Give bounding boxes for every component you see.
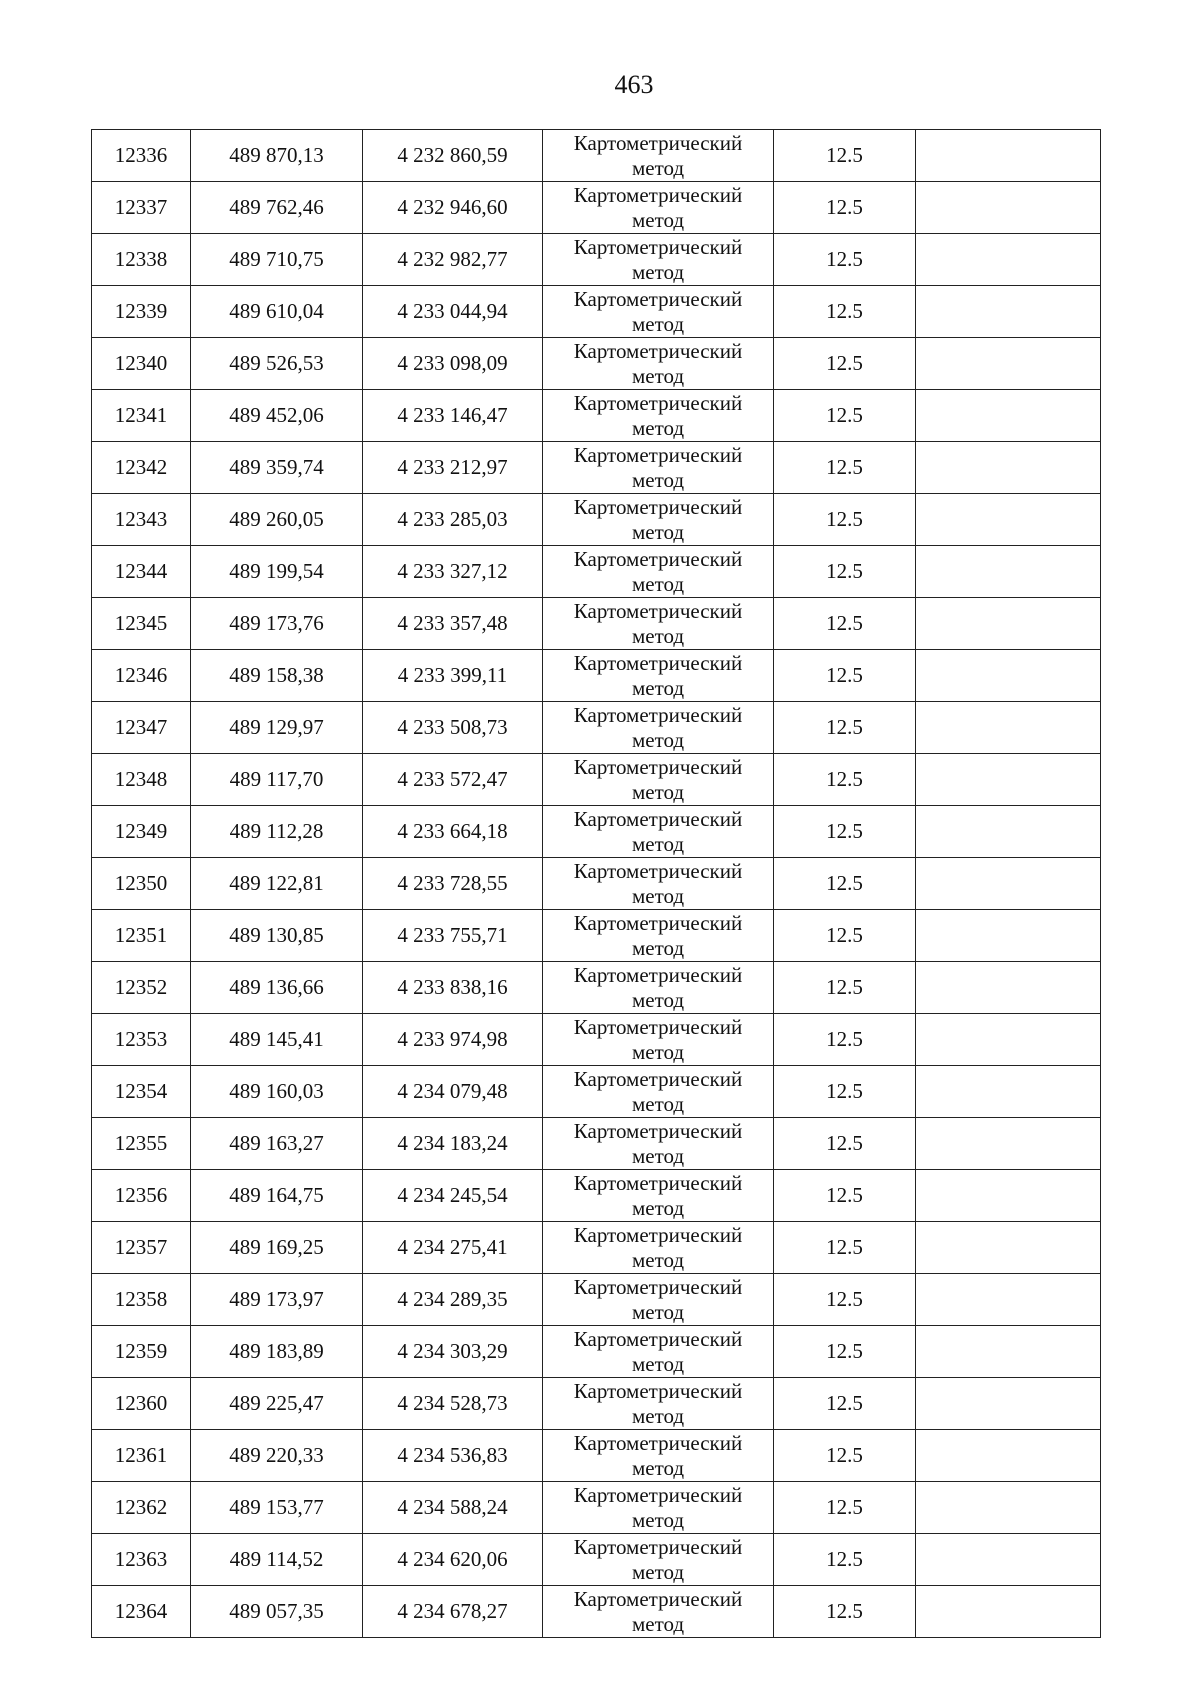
point-number-cell: 12348 [92, 754, 191, 806]
x-coordinate-cell: 489 183,89 [191, 1326, 363, 1378]
note-cell [916, 858, 1101, 910]
y-coordinate-cell: 4 233 664,18 [363, 806, 543, 858]
precision-cell: 12.5 [774, 1378, 916, 1430]
x-coordinate-cell: 489 153,77 [191, 1482, 363, 1534]
method-line-1: Картометрический [573, 1014, 743, 1039]
method-cell [543, 182, 774, 234]
method-cell [543, 1430, 774, 1482]
precision-cell: 12.5 [774, 338, 916, 390]
method-line-1: Картометрический [573, 962, 743, 987]
x-coordinate-cell: 489 710,75 [191, 234, 363, 286]
note-cell [916, 442, 1101, 494]
precision-cell: 12.5 [774, 806, 916, 858]
method-line-2: метод [631, 935, 685, 960]
method-cell [543, 1118, 774, 1170]
method-cell [543, 650, 774, 702]
x-coordinate-cell: 489 225,47 [191, 1378, 363, 1430]
method-line-2: метод [631, 987, 685, 1012]
method-line-1: Картометрический [573, 702, 743, 727]
table-row [92, 1482, 1101, 1534]
note-cell [916, 1534, 1101, 1586]
method-line-1: Картометрический [573, 390, 743, 415]
page-number: 463 [614, 70, 654, 99]
precision-cell: 12.5 [774, 1326, 916, 1378]
table-row [92, 598, 1101, 650]
method-line-2: метод [631, 1195, 685, 1220]
method-line-2: метод [631, 883, 685, 908]
point-number-cell: 12355 [92, 1118, 191, 1170]
x-coordinate-cell: 489 610,04 [191, 286, 363, 338]
y-coordinate-cell: 4 234 536,83 [363, 1430, 543, 1482]
method-line-1: Картометрический [573, 650, 743, 675]
x-coordinate-cell: 489 136,66 [191, 962, 363, 1014]
method-line-1: Картометрический [573, 1118, 743, 1143]
y-coordinate-cell: 4 234 588,24 [363, 1482, 543, 1534]
note-cell [916, 806, 1101, 858]
precision-cell: 12.5 [774, 1430, 916, 1482]
method-line-2: метод [631, 311, 685, 336]
table-row [92, 1378, 1101, 1430]
precision-cell: 12.5 [774, 494, 916, 546]
x-coordinate-cell: 489 220,33 [191, 1430, 363, 1482]
precision-cell: 12.5 [774, 390, 916, 442]
precision-cell: 12.5 [774, 754, 916, 806]
table-row [92, 754, 1101, 806]
method-cell [543, 598, 774, 650]
y-coordinate-cell: 4 233 212,97 [363, 442, 543, 494]
table-row [92, 442, 1101, 494]
y-coordinate-cell: 4 232 860,59 [363, 130, 543, 182]
note-cell [916, 182, 1101, 234]
method-line-1: Картометрический [573, 494, 743, 519]
table-row [92, 1534, 1101, 1586]
table-row [92, 1222, 1101, 1274]
method-cell [543, 702, 774, 754]
x-coordinate-cell: 489 173,76 [191, 598, 363, 650]
point-number-cell: 12342 [92, 442, 191, 494]
method-line-1: Картометрический [573, 182, 743, 207]
method-line-2: метод [631, 363, 685, 388]
note-cell [916, 910, 1101, 962]
table-row [92, 494, 1101, 546]
point-number-cell: 12354 [92, 1066, 191, 1118]
method-line-2: метод [631, 415, 685, 440]
note-cell [916, 1378, 1101, 1430]
table-row [92, 1326, 1101, 1378]
table-row [92, 338, 1101, 390]
method-cell [543, 1066, 774, 1118]
method-line-1: Картометрический [573, 1482, 743, 1507]
precision-cell: 12.5 [774, 1014, 916, 1066]
table-row [92, 1274, 1101, 1326]
table-row [92, 130, 1101, 182]
method-line-1: Картометрический [573, 910, 743, 935]
precision-cell: 12.5 [774, 234, 916, 286]
precision-cell: 12.5 [774, 910, 916, 962]
note-cell [916, 1014, 1101, 1066]
table-row [92, 1118, 1101, 1170]
method-line-1: Картометрический [573, 130, 743, 155]
note-cell [916, 754, 1101, 806]
point-number-cell: 12349 [92, 806, 191, 858]
table-row [92, 182, 1101, 234]
method-cell [543, 390, 774, 442]
precision-cell: 12.5 [774, 1586, 916, 1638]
method-line-2: метод [631, 727, 685, 752]
y-coordinate-cell: 4 234 275,41 [363, 1222, 543, 1274]
precision-cell: 12.5 [774, 962, 916, 1014]
point-number-cell: 12352 [92, 962, 191, 1014]
method-cell [543, 858, 774, 910]
point-number-cell: 12364 [92, 1586, 191, 1638]
y-coordinate-cell: 4 233 838,16 [363, 962, 543, 1014]
y-coordinate-cell: 4 233 044,94 [363, 286, 543, 338]
method-line-2: метод [631, 779, 685, 804]
method-cell [543, 754, 774, 806]
point-number-cell: 12363 [92, 1534, 191, 1586]
method-line-1: Картометрический [573, 754, 743, 779]
table-row [92, 1066, 1101, 1118]
point-number-cell: 12362 [92, 1482, 191, 1534]
note-cell [916, 962, 1101, 1014]
x-coordinate-cell: 489 130,85 [191, 910, 363, 962]
table-row [92, 1014, 1101, 1066]
x-coordinate-cell: 489 870,13 [191, 130, 363, 182]
y-coordinate-cell: 4 234 245,54 [363, 1170, 543, 1222]
method-line-2: метод [631, 1559, 685, 1584]
y-coordinate-cell: 4 234 678,27 [363, 1586, 543, 1638]
table-row [92, 1586, 1101, 1638]
method-line-2: метод [631, 1039, 685, 1064]
y-coordinate-cell: 4 232 946,60 [363, 182, 543, 234]
table-row [92, 286, 1101, 338]
precision-cell: 12.5 [774, 286, 916, 338]
y-coordinate-cell: 4 233 728,55 [363, 858, 543, 910]
point-number-cell: 12347 [92, 702, 191, 754]
table-row [92, 546, 1101, 598]
table-row [92, 1430, 1101, 1482]
x-coordinate-cell: 489 114,52 [191, 1534, 363, 1586]
method-line-1: Картометрический [573, 1066, 743, 1091]
precision-cell: 12.5 [774, 182, 916, 234]
x-coordinate-cell: 489 526,53 [191, 338, 363, 390]
method-line-2: метод [631, 1247, 685, 1272]
precision-cell: 12.5 [774, 546, 916, 598]
x-coordinate-cell: 489 452,06 [191, 390, 363, 442]
method-cell [543, 1586, 774, 1638]
method-line-2: метод [631, 1403, 685, 1428]
note-cell [916, 1222, 1101, 1274]
precision-cell: 12.5 [774, 1482, 916, 1534]
point-number-cell: 12356 [92, 1170, 191, 1222]
y-coordinate-cell: 4 234 620,06 [363, 1534, 543, 1586]
y-coordinate-cell: 4 234 079,48 [363, 1066, 543, 1118]
x-coordinate-cell: 489 122,81 [191, 858, 363, 910]
note-cell [916, 1274, 1101, 1326]
precision-cell: 12.5 [774, 130, 916, 182]
y-coordinate-cell: 4 233 755,71 [363, 910, 543, 962]
method-cell [543, 234, 774, 286]
y-coordinate-cell: 4 233 357,48 [363, 598, 543, 650]
method-line-1: Картометрический [573, 1586, 743, 1611]
method-line-2: метод [631, 571, 685, 596]
precision-cell: 12.5 [774, 1066, 916, 1118]
table-row [92, 806, 1101, 858]
method-line-1: Картометрический [573, 234, 743, 259]
note-cell [916, 546, 1101, 598]
method-line-1: Картометрический [573, 1170, 743, 1195]
point-number-cell: 12339 [92, 286, 191, 338]
x-coordinate-cell: 489 057,35 [191, 1586, 363, 1638]
method-cell [543, 1170, 774, 1222]
table-row [92, 650, 1101, 702]
point-number-cell: 12340 [92, 338, 191, 390]
point-number-cell: 12353 [92, 1014, 191, 1066]
method-line-2: метод [631, 1091, 685, 1116]
point-number-cell: 12350 [92, 858, 191, 910]
method-cell [543, 494, 774, 546]
note-cell [916, 702, 1101, 754]
method-line-1: Картометрический [573, 546, 743, 571]
method-cell [543, 910, 774, 962]
point-number-cell: 12337 [92, 182, 191, 234]
method-line-2: метод [631, 1507, 685, 1532]
x-coordinate-cell: 489 173,97 [191, 1274, 363, 1326]
y-coordinate-cell: 4 233 285,03 [363, 494, 543, 546]
method-line-2: метод [631, 1455, 685, 1480]
note-cell [916, 1482, 1101, 1534]
note-cell [916, 494, 1101, 546]
point-number-cell: 12359 [92, 1326, 191, 1378]
method-line-2: метод [631, 207, 685, 232]
note-cell [916, 1326, 1101, 1378]
method-cell [543, 1222, 774, 1274]
x-coordinate-cell: 489 359,74 [191, 442, 363, 494]
note-cell [916, 1430, 1101, 1482]
method-line-2: метод [631, 259, 685, 284]
note-cell [916, 1118, 1101, 1170]
y-coordinate-cell: 4 234 528,73 [363, 1378, 543, 1430]
x-coordinate-cell: 489 145,41 [191, 1014, 363, 1066]
method-line-1: Картометрический [573, 1274, 743, 1299]
method-line-2: метод [631, 1351, 685, 1376]
method-line-1: Картометрический [573, 598, 743, 623]
point-number-cell: 12345 [92, 598, 191, 650]
note-cell [916, 650, 1101, 702]
table-row [92, 234, 1101, 286]
method-line-1: Картометрический [573, 1430, 743, 1455]
method-cell [543, 338, 774, 390]
precision-cell: 12.5 [774, 1222, 916, 1274]
point-number-cell: 12341 [92, 390, 191, 442]
precision-cell: 12.5 [774, 598, 916, 650]
method-line-1: Картометрический [573, 442, 743, 467]
method-cell [543, 130, 774, 182]
method-cell [543, 1378, 774, 1430]
method-cell [543, 286, 774, 338]
point-number-cell: 12351 [92, 910, 191, 962]
method-line-2: метод [631, 1143, 685, 1168]
coordinates-table-body [92, 130, 1101, 1638]
x-coordinate-cell: 489 762,46 [191, 182, 363, 234]
method-line-2: метод [631, 623, 685, 648]
note-cell [916, 234, 1101, 286]
x-coordinate-cell: 489 164,75 [191, 1170, 363, 1222]
method-line-1: Картометрический [573, 286, 743, 311]
y-coordinate-cell: 4 234 303,29 [363, 1326, 543, 1378]
table-row [92, 962, 1101, 1014]
precision-cell: 12.5 [774, 858, 916, 910]
x-coordinate-cell: 489 169,25 [191, 1222, 363, 1274]
method-cell [543, 1482, 774, 1534]
method-line-2: метод [631, 467, 685, 492]
y-coordinate-cell: 4 233 572,47 [363, 754, 543, 806]
point-number-cell: 12358 [92, 1274, 191, 1326]
precision-cell: 12.5 [774, 650, 916, 702]
x-coordinate-cell: 489 199,54 [191, 546, 363, 598]
point-number-cell: 12357 [92, 1222, 191, 1274]
method-line-1: Картометрический [573, 1378, 743, 1403]
note-cell [916, 390, 1101, 442]
method-line-1: Картометрический [573, 858, 743, 883]
table-row [92, 910, 1101, 962]
x-coordinate-cell: 489 260,05 [191, 494, 363, 546]
precision-cell: 12.5 [774, 702, 916, 754]
note-cell [916, 130, 1101, 182]
x-coordinate-cell: 489 163,27 [191, 1118, 363, 1170]
note-cell [916, 1170, 1101, 1222]
x-coordinate-cell: 489 160,03 [191, 1066, 363, 1118]
method-line-1: Картометрический [573, 1222, 743, 1247]
method-line-2: метод [631, 155, 685, 180]
method-cell [543, 1326, 774, 1378]
method-line-2: метод [631, 675, 685, 700]
method-line-1: Картометрический [573, 338, 743, 363]
point-number-cell: 12336 [92, 130, 191, 182]
table-row [92, 702, 1101, 754]
x-coordinate-cell: 489 129,97 [191, 702, 363, 754]
table-row [92, 390, 1101, 442]
method-cell [543, 806, 774, 858]
method-line-2: метод [631, 519, 685, 544]
x-coordinate-cell: 489 117,70 [191, 754, 363, 806]
method-cell [543, 546, 774, 598]
method-cell [543, 442, 774, 494]
note-cell [916, 338, 1101, 390]
x-coordinate-cell: 489 112,28 [191, 806, 363, 858]
point-number-cell: 12344 [92, 546, 191, 598]
x-coordinate-cell: 489 158,38 [191, 650, 363, 702]
method-cell [543, 1274, 774, 1326]
method-cell [543, 1534, 774, 1586]
method-cell [543, 1014, 774, 1066]
point-number-cell: 12338 [92, 234, 191, 286]
coordinates-table [91, 129, 1101, 1638]
table-row [92, 858, 1101, 910]
y-coordinate-cell: 4 233 098,09 [363, 338, 543, 390]
precision-cell: 12.5 [774, 1274, 916, 1326]
method-line-2: метод [631, 1611, 685, 1636]
y-coordinate-cell: 4 233 974,98 [363, 1014, 543, 1066]
point-number-cell: 12361 [92, 1430, 191, 1482]
precision-cell: 12.5 [774, 1118, 916, 1170]
note-cell [916, 286, 1101, 338]
y-coordinate-cell: 4 234 289,35 [363, 1274, 543, 1326]
y-coordinate-cell: 4 233 327,12 [363, 546, 543, 598]
method-cell [543, 962, 774, 1014]
method-line-1: Картометрический [573, 806, 743, 831]
precision-cell: 12.5 [774, 442, 916, 494]
point-number-cell: 12360 [92, 1378, 191, 1430]
y-coordinate-cell: 4 233 399,11 [363, 650, 543, 702]
precision-cell: 12.5 [774, 1534, 916, 1586]
method-line-1: Картометрический [573, 1534, 743, 1559]
note-cell [916, 1066, 1101, 1118]
y-coordinate-cell: 4 232 982,77 [363, 234, 543, 286]
table-row [92, 1170, 1101, 1222]
point-number-cell: 12343 [92, 494, 191, 546]
note-cell [916, 1586, 1101, 1638]
note-cell [916, 598, 1101, 650]
method-line-2: метод [631, 831, 685, 856]
point-number-cell: 12346 [92, 650, 191, 702]
y-coordinate-cell: 4 233 146,47 [363, 390, 543, 442]
method-line-1: Картометрический [573, 1326, 743, 1351]
precision-cell: 12.5 [774, 1170, 916, 1222]
y-coordinate-cell: 4 233 508,73 [363, 702, 543, 754]
method-line-2: метод [631, 1299, 685, 1324]
y-coordinate-cell: 4 234 183,24 [363, 1118, 543, 1170]
